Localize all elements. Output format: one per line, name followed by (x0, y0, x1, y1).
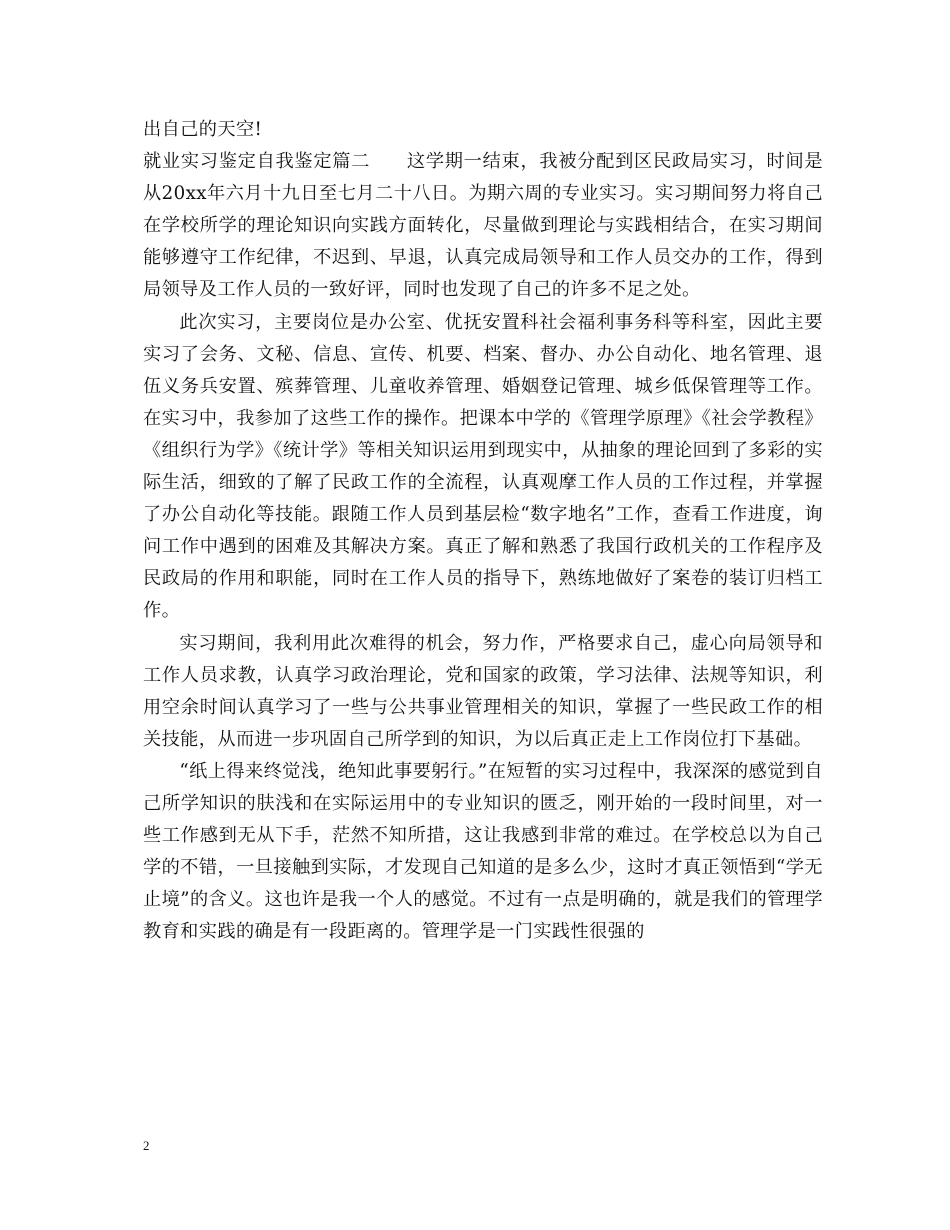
paragraph-1-text: 这学期一结束，我被分配到区民政局实习，时间是从20xx年六月十九日至七月二十八日。为期六周的专业实习。实习期间努力将自己在学校所学的理论知识向实践方面转化，尽量做到理论与实践相结合，在实习期间能够遵守工作纪律，不迟到、早退，认真完成局领导和工作人员交办的工作，得到局领导及工作人员的一致好评，同时也发现了自己的许多不足之处。 (143, 151, 823, 301)
paragraph-3: 实习期间，我利用此次难得的机会，努力作，严格要求自己，虚心向局领导和工作人员求教，认真学习政治理论，党和国家的政策，学习法律、法规等知识，利用空余时间认真学习了一些与公共事业管理相关的知识，掌握了一些民政工作的相关技能，从而进一步巩固自己所学到的知识，为以后真正走上工作岗位打下基础。 (143, 632, 823, 750)
section-heading: 就业实习鉴定自我鉴定篇二 (143, 151, 371, 173)
paragraph-0: 出自己的天空! (143, 119, 263, 140)
page-number: 2 (143, 1138, 150, 1153)
document-body (143, 114, 823, 948)
paragraph-1 (143, 146, 823, 306)
paragraph-2: 此次实习，主要岗位是办公室、优抚安置科社会福利事务科等科室，因此主要实习了会务、文秘、信息、宣传、机要、档案、督办、办公自动化、地名管理、退伍义务兵安置、殡葬管理、儿童收养管理、婚姻登记管理、城乡低保管理等工作。在实习中，我参加了这些工作的操作。把课本中学的《管理学原理》《社会学教程》《组织行为学》《统计学》等相关知识运用到现实中，从抽象的理论回到了多彩的实际生活，细致的了解了民政工作的全流程，认真观摩工作人员的工作过程，并掌握了办公自动化等技能。跟随工作人员到基层检“数字地名”工作，查看工作进度，询问工作中遇到的困难及其解决方案。真正了解和熟悉了我国行政机关的工作程序及民政局的作用和职能，同时在工作人员的指导下，熟练地做好了案卷的装订归档工作。 (143, 311, 823, 622)
paragraph-4: “纸上得来终觉浅，绝知此事要躬行。”在短暂的实习过程中，我深深的感觉到自己所学知识的肤浅和在实际运用中的专业知识的匮乏，刚开始的一段时间里，对一些工作感到无从下手，茫然不知所措，这让我感到非常的难过。在学校总以为自己学的不错，一旦接触到实际，才发现自己知道的是多么少，这时才真正领悟到“学无止境”的含义。这也许是我一个人的感觉。不过有一点是明确的，就是我们的管理学教育和实践的确是有一段距离的。管理学是一门实践性很强的 (143, 760, 823, 943)
